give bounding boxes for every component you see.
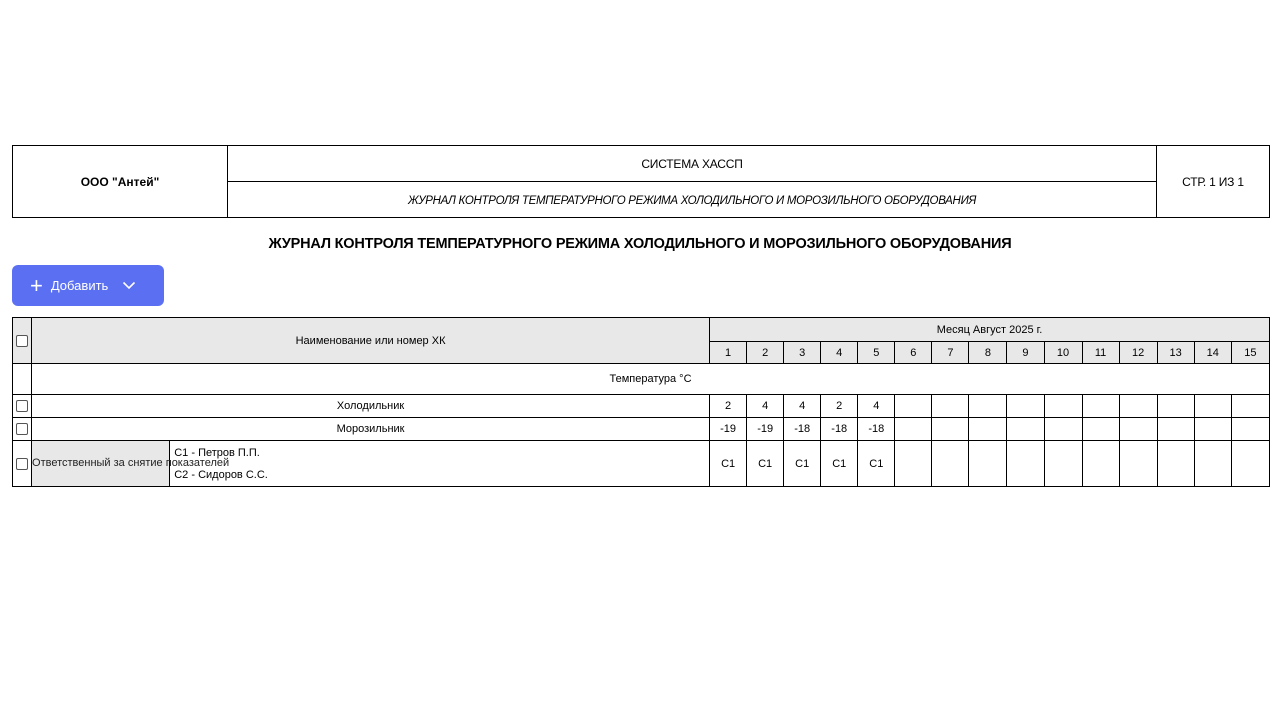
day-header: 15	[1231, 342, 1269, 364]
responsible-cell[interactable]: С1	[784, 441, 821, 487]
temperature-cell[interactable]	[1119, 418, 1157, 441]
responsible-cell[interactable]	[969, 441, 1007, 487]
temperature-cell[interactable]	[1007, 418, 1044, 441]
section-row	[13, 364, 1270, 395]
temperature-cell[interactable]	[1231, 395, 1269, 418]
responsible-person: С1 - Петров П.П.	[174, 446, 260, 459]
row-checkbox[interactable]	[16, 458, 28, 470]
responsible-cell[interactable]	[1119, 441, 1157, 487]
temperature-cell[interactable]: 4	[858, 395, 895, 418]
row-checkbox-cell	[13, 395, 32, 418]
section-empty-cell	[13, 364, 32, 395]
day-header: 5	[858, 342, 895, 364]
temperature-cell[interactable]	[969, 418, 1007, 441]
day-header: 4	[821, 342, 858, 364]
responsible-label: Ответственный за снятие показателей	[32, 441, 170, 487]
day-header: 6	[895, 342, 932, 364]
day-header: 1	[710, 342, 747, 364]
temperature-cell[interactable]: 2	[821, 395, 858, 418]
plus-icon: +	[30, 272, 43, 298]
row-checkbox[interactable]	[16, 400, 28, 412]
responsible-cell[interactable]	[1157, 441, 1194, 487]
temperature-cell[interactable]	[1231, 418, 1269, 441]
responsible-person: С2 - Сидоров С.С.	[174, 468, 268, 481]
temperature-cell[interactable]	[932, 418, 969, 441]
journal-subtitle: ЖУРНАЛ КОНТРОЛЯ ТЕМПЕРАТУРНОГО РЕЖИМА ХОЛОДИЛЬНОГО И МОРОЗИЛЬНОГО ОБОРУДОВАНИЯ	[407, 194, 977, 207]
table-row	[13, 418, 1270, 441]
temperature-cell[interactable]	[1082, 418, 1119, 441]
responsible-cell[interactable]	[1231, 441, 1269, 487]
table-row	[13, 395, 1270, 418]
temperature-cell[interactable]: 4	[784, 395, 821, 418]
temperature-cell[interactable]	[1044, 418, 1082, 441]
system-name: СИСТЕМА ХАССП	[228, 146, 1156, 182]
responsible-cell[interactable]: С1	[747, 441, 784, 487]
temperature-cell[interactable]	[969, 395, 1007, 418]
day-header: 8	[969, 342, 1007, 364]
responsible-persons	[170, 441, 710, 487]
day-header: 12	[1119, 342, 1157, 364]
day-header: 13	[1157, 342, 1194, 364]
row-checkbox-cell	[13, 418, 32, 441]
responsible-cell[interactable]: С1	[710, 441, 747, 487]
document-header	[12, 145, 1270, 218]
responsible-cell[interactable]	[1082, 441, 1119, 487]
day-header: 7	[932, 342, 969, 364]
responsible-row	[13, 441, 1270, 487]
select-all-checkbox[interactable]	[16, 335, 28, 347]
responsible-cell[interactable]	[932, 441, 969, 487]
page-number: СТР. 1 ИЗ 1	[1182, 174, 1244, 189]
responsible-cell[interactable]: С1	[821, 441, 858, 487]
day-header: 14	[1194, 342, 1231, 364]
temperature-cell[interactable]	[1157, 395, 1194, 418]
responsible-cell[interactable]	[1007, 441, 1044, 487]
responsible-cell[interactable]	[895, 441, 932, 487]
add-button-label: Добавить	[50, 278, 109, 293]
temperature-cell[interactable]	[895, 418, 932, 441]
temperature-cell[interactable]	[1007, 395, 1044, 418]
name-column-header: Наименование или номер ХК	[32, 318, 710, 364]
temperature-cell[interactable]	[1119, 395, 1157, 418]
temperature-cell[interactable]	[1157, 418, 1194, 441]
header-center	[228, 146, 1157, 217]
temperature-cell[interactable]: 2	[710, 395, 747, 418]
equipment-name: Морозильник	[32, 418, 710, 441]
temperature-cell[interactable]: 4	[747, 395, 784, 418]
responsible-cell[interactable]	[1194, 441, 1231, 487]
section-title: Температура °C	[32, 364, 1270, 395]
journal-table	[12, 317, 1270, 487]
page-title: ЖУРНАЛ КОНТРОЛЯ ТЕМПЕРАТУРНОГО РЕЖИМА ХОЛОДИЛЬНОГО И МОРОЗИЛЬНОГО ОБОРУДОВАНИЯ	[268, 236, 1012, 252]
temperature-cell[interactable]: -19	[710, 418, 747, 441]
day-header: 11	[1082, 342, 1119, 364]
temperature-cell[interactable]	[932, 395, 969, 418]
select-all-cell	[13, 318, 32, 364]
temperature-cell[interactable]	[1044, 395, 1082, 418]
temperature-cell[interactable]	[1194, 395, 1231, 418]
add-button[interactable]	[12, 265, 164, 306]
temperature-cell[interactable]	[1194, 418, 1231, 441]
temperature-cell[interactable]: -19	[747, 418, 784, 441]
row-checkbox[interactable]	[16, 423, 28, 435]
day-header: 3	[784, 342, 821, 364]
day-header: 2	[747, 342, 784, 364]
organization-name: ООО "Антей"	[13, 146, 228, 217]
temperature-cell[interactable]: -18	[858, 418, 895, 441]
responsible-cell[interactable]: С1	[858, 441, 895, 487]
temperature-cell[interactable]: -18	[821, 418, 858, 441]
chevron-down-icon	[122, 281, 136, 290]
temperature-cell[interactable]	[895, 395, 932, 418]
month-header: Месяц Август 2025 г.	[710, 318, 1270, 342]
day-header: 9	[1007, 342, 1044, 364]
responsible-cell[interactable]	[1044, 441, 1082, 487]
row-checkbox-cell	[13, 441, 32, 487]
day-header: 10	[1044, 342, 1082, 364]
temperature-cell[interactable]	[1082, 395, 1119, 418]
temperature-cell[interactable]: -18	[784, 418, 821, 441]
equipment-name: Холодильник	[32, 395, 710, 418]
